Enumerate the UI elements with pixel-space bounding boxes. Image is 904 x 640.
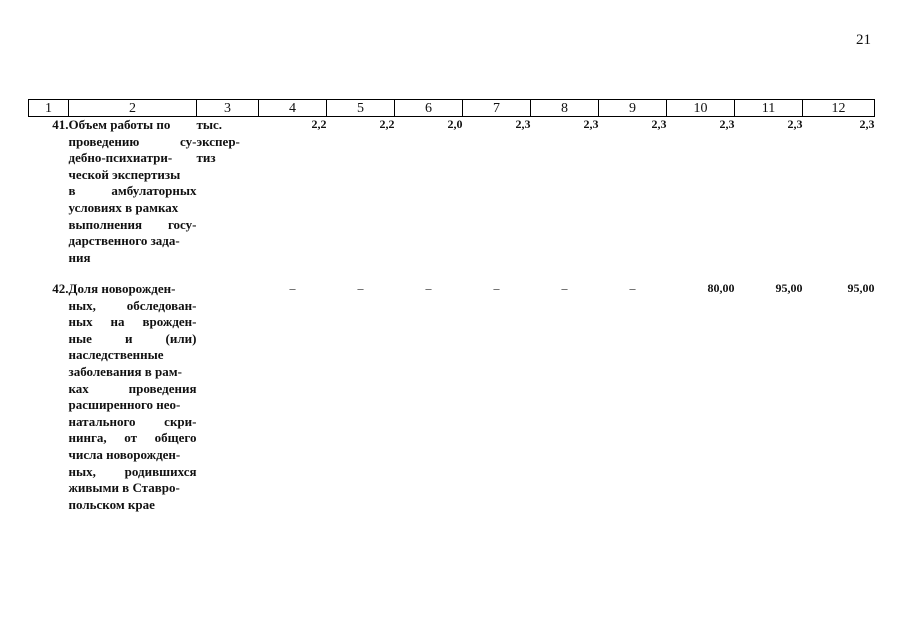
- header-cell: 11: [735, 100, 803, 117]
- value-cell: –: [357, 281, 364, 295]
- value-cell: 2,3: [859, 117, 875, 131]
- value-cell: 2,0: [447, 117, 463, 131]
- name-line: ных на врожден-: [68, 314, 197, 330]
- page-number: 21: [856, 32, 871, 48]
- header-cell: 6: [395, 100, 463, 117]
- header-cell: 5: [327, 100, 395, 117]
- name-line: ных, родившихся: [68, 463, 197, 479]
- unit-line: тыс.: [196, 117, 223, 132]
- name-line: расширенного нео-: [68, 397, 181, 413]
- header-cell: 12: [803, 100, 875, 117]
- name-line: ния: [68, 249, 91, 265]
- header-cell: 7: [463, 100, 531, 117]
- name-line: заболевания в рам-: [68, 363, 182, 379]
- name-line: живыми в Ставро-: [68, 480, 180, 496]
- name-line: проведению су-: [68, 133, 197, 149]
- name-line: ческой экспертизы: [68, 166, 181, 182]
- row-number: 41.: [52, 117, 69, 132]
- name-line: наследственные: [68, 347, 164, 363]
- header-cell: 3: [197, 100, 259, 117]
- value-cell: –: [561, 281, 568, 295]
- value-cell: 80,00: [707, 281, 735, 295]
- name-line: натального скри-: [68, 413, 197, 429]
- name-line: дебно-психиатри-: [68, 150, 173, 166]
- table-row: [29, 281, 875, 531]
- value-cell: 2,3: [515, 117, 531, 131]
- value-cell: –: [629, 281, 636, 295]
- name-line: Доля новорожден-: [68, 281, 176, 296]
- value-cell: –: [493, 281, 500, 295]
- header-cell: 4: [259, 100, 327, 117]
- table-row: [29, 117, 875, 282]
- value-cell: 2,2: [379, 117, 395, 131]
- header-cell: 10: [667, 100, 735, 117]
- value-cell: 2,2: [311, 117, 327, 131]
- name-line: Объем работы по: [68, 117, 171, 132]
- header-cell: 2: [69, 100, 197, 117]
- name-line: нинга, от общего: [68, 430, 197, 446]
- name-line: условиях в рамках: [68, 199, 179, 215]
- value-cell: 2,3: [583, 117, 599, 131]
- unit-cell: [197, 281, 259, 531]
- name-line: польском крае: [68, 496, 155, 512]
- value-cell: 2,3: [651, 117, 667, 131]
- name-line: числа новорожден-: [68, 446, 181, 462]
- header-cell: 1: [29, 100, 69, 117]
- name-line: выполнения госу-: [68, 216, 197, 232]
- value-cell: –: [425, 281, 432, 295]
- value-cell: 95,00: [775, 281, 803, 295]
- unit-line: тиз: [196, 150, 216, 166]
- name-line: дарственного зада-: [68, 233, 180, 249]
- value-cell: 2,3: [719, 117, 735, 131]
- unit-cell: [197, 117, 259, 282]
- header-row: [29, 100, 875, 117]
- indicator-table: [28, 99, 875, 531]
- header-cell: 8: [531, 100, 599, 117]
- row-number: 42.: [52, 281, 69, 296]
- value-cell: 95,00: [847, 281, 875, 295]
- value-cell: –: [289, 281, 296, 295]
- value-cell: 2,3: [787, 117, 803, 131]
- name-line: ных, обследован-: [68, 297, 197, 313]
- unit-line: экспер-: [196, 133, 240, 149]
- name-line: в амбулаторных: [68, 183, 197, 199]
- name-line: ные и (или): [68, 330, 197, 346]
- name-line: ках проведения: [68, 380, 197, 396]
- indicator-name: [69, 281, 197, 531]
- header-cell: 9: [599, 100, 667, 117]
- indicator-name: [69, 117, 197, 282]
